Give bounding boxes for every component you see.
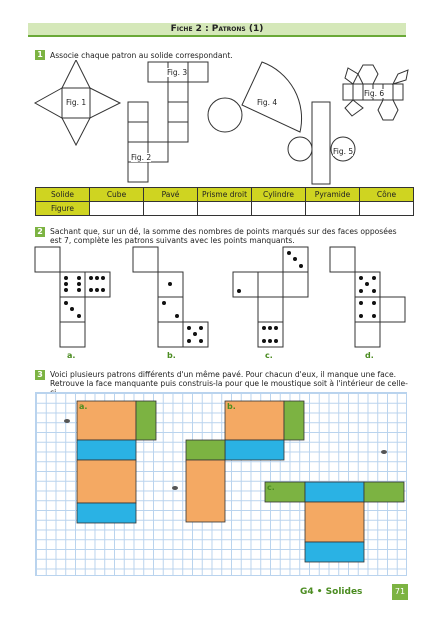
fig6-label: Fig. 6 — [364, 89, 385, 98]
answer-cell[interactable] — [360, 202, 414, 216]
dice-label-b: b. — [167, 351, 176, 360]
dice-label-d: d. — [365, 351, 374, 360]
table-cell: Cube — [90, 188, 144, 202]
question-3-number: 3 — [35, 370, 45, 380]
cuboid-nets — [35, 392, 405, 574]
table-cell: Pyramide — [306, 188, 360, 202]
question-2-number: 2 — [35, 227, 45, 237]
table-cell: Cylindre — [252, 188, 306, 202]
fig1-label: Fig. 1 — [66, 98, 87, 107]
answer-cell[interactable] — [90, 202, 144, 216]
table-cell: Prisme droit — [198, 188, 252, 202]
table-cell: Figure — [36, 202, 90, 216]
table-cell: Cône — [360, 188, 414, 202]
answer-cell[interactable] — [198, 202, 252, 216]
question-1-number: 1 — [35, 50, 45, 60]
net-label-c: c. — [267, 483, 275, 492]
fig5-label: Fig. 5 — [333, 147, 354, 156]
answer-cell[interactable] — [252, 202, 306, 216]
table-row — [36, 188, 414, 202]
net-label-b: b. — [227, 402, 236, 411]
table-cell: Solide — [36, 188, 90, 202]
answer-cell[interactable] — [306, 202, 360, 216]
chapter-footer: G4 • Solides — [300, 587, 363, 597]
dice-nets — [30, 245, 415, 350]
answer-cell[interactable] — [144, 202, 198, 216]
solid-nets-figures — [30, 60, 415, 185]
fig3-label: Fig. 3 — [167, 68, 188, 77]
table-cell: Pavé — [144, 188, 198, 202]
question-1-text: Associe chaque patron au solide correspondant. — [50, 51, 233, 60]
dice-label-a: a. — [67, 351, 76, 360]
question-3-text: Voici plusieurs patrons différents d'un même pavé. Pour chacun d'eux, il manque une face. Retrouve la face manquante puis construis-la pour que le moustique soit à l'intérieur de celle- — [50, 370, 408, 388]
dice-label-c: c. — [265, 351, 273, 360]
table-row — [36, 202, 414, 216]
fig4-label: Fig. 4 — [257, 98, 278, 107]
answer-table — [35, 187, 414, 216]
fig2-label: Fig. 2 — [131, 153, 152, 162]
header-bar — [28, 23, 406, 37]
page-number: 71 — [392, 584, 408, 600]
question-2-text: Sachant que, sur un dé, la somme des nombres de points marqués sur des faces opposées est 7, complète les patrons suivants avec les points manquants. — [50, 227, 397, 245]
page-title: Fiche 2 : Patrons (1) — [170, 24, 264, 34]
net-label-a: a. — [79, 402, 88, 411]
